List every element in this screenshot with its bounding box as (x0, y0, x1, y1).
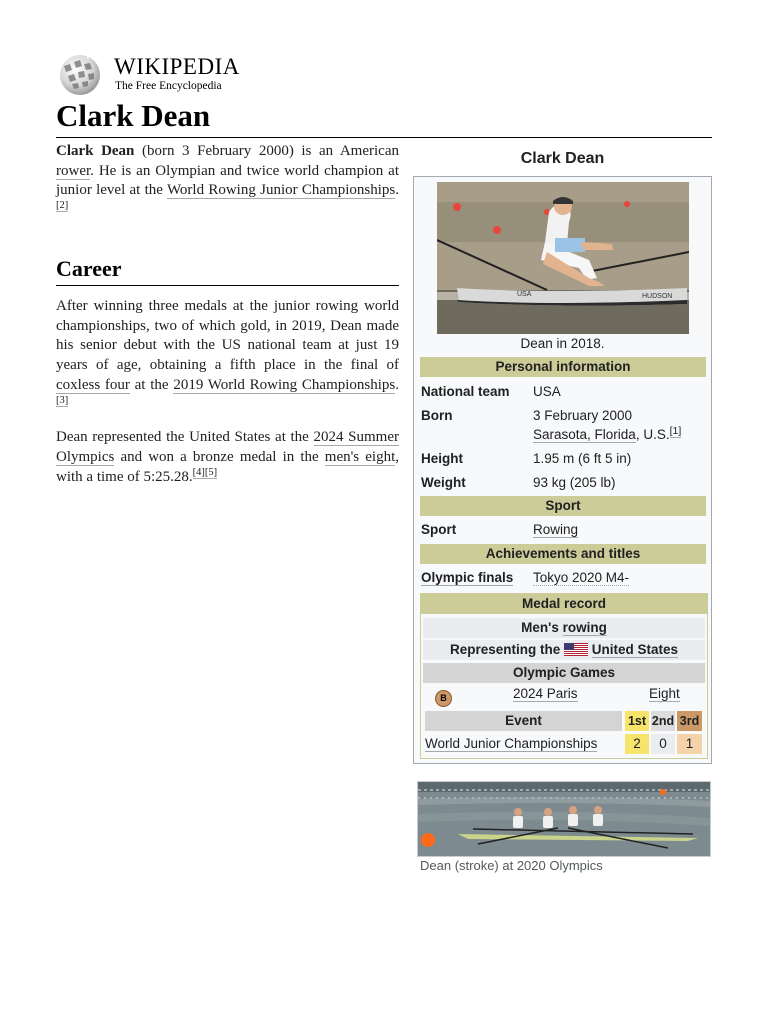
link-coxless-four[interactable]: coxless four (56, 376, 130, 393)
link-2024-paris[interactable]: 2024 Paris (513, 686, 578, 701)
link-mens-eight[interactable]: men's eight (324, 448, 396, 465)
third-column-header: 3rd (677, 711, 702, 731)
rowing-thumbnail[interactable] (417, 781, 711, 857)
section-heading-career: Career (56, 254, 399, 286)
intro-text-2: . He is an Olympian and twice world champion at junior level at the (56, 162, 399, 199)
career-text: . (395, 376, 399, 393)
olympic-games-header: Olympic Games (423, 663, 705, 683)
label-born: Born (421, 408, 453, 423)
reference-3[interactable]: [3] (56, 394, 69, 406)
career-text: After winning three medals at the junior rowing world championships, two of which gold, in 2019, Dean made his senior debut with the US national team at just 19 years of age, obtaining a fifth place in the final of (56, 298, 399, 374)
link-2024-summer-olympics[interactable]: 2024 Summer Olympics (56, 429, 399, 465)
wikipedia-wordmark: WIKIPEDIA (114, 54, 240, 79)
page-title: Clark Dean (56, 96, 712, 138)
bronze-medal-icon: B (435, 690, 452, 707)
medal-record (420, 593, 708, 759)
medal-sport-prefix: Men's (521, 620, 563, 635)
wjc-silver-count: 0 (651, 734, 675, 754)
label-national-team: National team (421, 384, 510, 399)
rower-photo-image (437, 182, 689, 334)
reference-5[interactable]: [5] (204, 466, 218, 478)
medal-representing-row (423, 640, 705, 660)
wikipedia-tagline: The Free Encyclopedia (115, 80, 222, 92)
born-place-suffix: , U.S. (635, 427, 670, 442)
link-world-junior-championships[interactable]: World Junior Championships (425, 736, 598, 751)
wjc-event-name (425, 736, 597, 751)
event-column-header: Event (425, 711, 622, 731)
reference-2[interactable]: [2] (56, 200, 69, 212)
svg-text:USA: USA (517, 291, 532, 298)
career-text: at the (129, 376, 174, 393)
label-sport: Sport (421, 522, 457, 537)
link-2019-world-rowing-championships[interactable]: 2019 World Rowing Championships (173, 376, 396, 393)
intro-text-1: (born 3 February 2000) is an American (134, 143, 399, 159)
wikipedia-globe-icon (56, 54, 104, 96)
wikipedia-logo[interactable] (56, 54, 256, 96)
intro-paragraph (56, 142, 399, 221)
section-header-achievements: Achievements and titles (420, 544, 706, 564)
value-national-team: USA (533, 384, 561, 399)
intro-text-3: . (395, 182, 399, 199)
value-weight: 93 kg (205 lb) (533, 475, 616, 490)
link-united-states[interactable]: United States (591, 642, 679, 657)
link-world-rowing-junior-championships[interactable]: World Rowing Junior Championships (166, 182, 396, 199)
wjc-gold-count: 2 (625, 734, 649, 754)
us-flag-icon (564, 643, 588, 656)
career-text: and won a bronze medal in the (114, 448, 325, 465)
olympic-event (513, 686, 578, 701)
representing-prefix: Representing the (449, 642, 564, 657)
olympic-finals-value: Tokyo 2020 M4- (533, 570, 630, 585)
wjc-bronze-count: 1 (677, 734, 702, 754)
olympic-discipline (649, 686, 680, 701)
value-sport (533, 522, 578, 537)
link-rowing[interactable]: Rowing (533, 522, 579, 537)
infobox-title: Clark Dean (520, 150, 605, 167)
label-weight: Weight (421, 475, 466, 490)
thumbnail-caption: Dean (stroke) at 2020 Olympics (420, 858, 603, 873)
value-born-place (533, 424, 682, 442)
label-height: Height (421, 451, 463, 466)
label-olympic-finals (421, 570, 513, 585)
first-column-header: 1st (625, 711, 649, 731)
svg-text:HUDSON: HUDSON (642, 293, 673, 300)
career-text: Dean represented the United States at the (56, 429, 314, 446)
infobox-photo[interactable] (437, 182, 689, 334)
career-paragraph-2 (56, 428, 399, 487)
section-header-personal-information: Personal information (420, 357, 706, 377)
infobox (413, 176, 712, 764)
section-header-sport: Sport (420, 496, 706, 516)
link-olympic-finals[interactable]: Olympic finals (421, 570, 514, 585)
value-olympic-finals (533, 570, 629, 585)
reference-1[interactable]: [1] (669, 424, 682, 437)
medal-record-header[interactable]: Medal record (421, 594, 707, 614)
value-born-date: 3 February 2000 (533, 408, 633, 423)
link-medal-rowing[interactable]: rowing (562, 620, 607, 635)
medal-sport-row (423, 618, 705, 638)
infobox-photo-caption: Dean in 2018. (520, 336, 605, 351)
second-column-header: 2nd (651, 711, 675, 731)
link-sarasota-florida[interactable]: Sarasota, Florida (533, 427, 636, 442)
article-subject: Clark Dean (56, 143, 135, 159)
link-rower[interactable]: rower (56, 162, 91, 179)
career-paragraph-1 (56, 297, 399, 415)
career-section (56, 297, 399, 487)
reference-4[interactable]: [4] (192, 466, 205, 478)
value-height: 1.95 m (6 ft 5 in) (533, 451, 632, 466)
olympics-rowing-image (418, 782, 710, 856)
link-eight[interactable]: Eight (649, 686, 680, 701)
career-text: , with a time of 5:25.28. (56, 448, 399, 485)
